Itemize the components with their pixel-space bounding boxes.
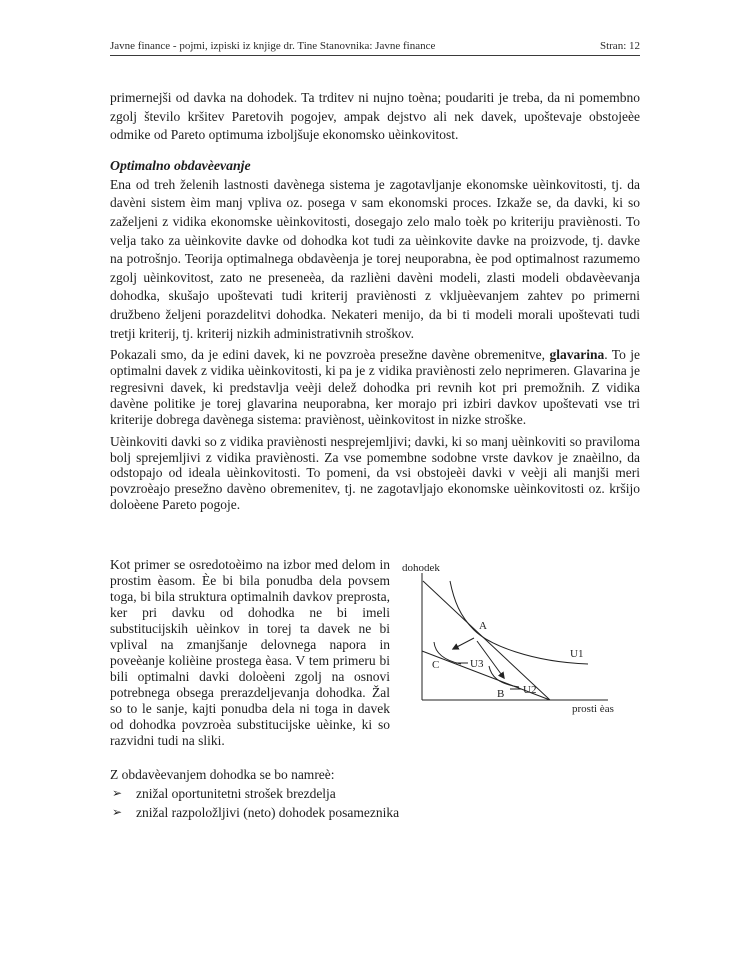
paragraph-optimal-taxation: Ena od treh želenih lastnosti davènega sistema je zagotavljanje ekonomske uèinkovitosti, tj. da davèni sistem èim manj vpliva oz. posega v sam ekonomski proces. Izkaže se, da davki, ki so zaželjeni z vidika ekonomske uèinkovitosti, dosegajo zelo malo toèk po kriteriju praviènosti. To velja tako za uèinkovite davke od dohodka kot tudi za uèinkovite davke na proizvode, tj. davke na potrošnjo. Teorija optimalnega obdavèenja je torej neuporabna, èe pod optimalnost razumemo zgolj uèinkovitost, zato ne preseneèa, da razlièni davèni modeli, zlasti modeli obdavèevanja dohodka, skušajo upoštevati tudi kriterij praviènosti z vkljuèevanjem zahtev po primerni družbeno željeni porazdelitvi dohodka. Nekateri menijo, da bi ti modeli morali upoštevati tudi tretji kriterij, tj. kriterij nizkih administrativnih stroškov. (110, 176, 640, 341)
arrow-bullet-icon: ➢ (112, 805, 123, 820)
glavarina-text-after: . To je optimalni davek z vidika uèinkovitosti, ki pa je z vidika praviènosti zelo neprimeren. Glavarina je regresivni davek, ki predstavlja veèji delež dohodka pri revnih kot pri premožnih. Z vidika davène politike je torej glavarina neuporabna, ker morajo pri izbiri davkov upoštevati vse tri kriterije dobrega davènega sistema: praviènost, uèinkovitost in nizke stroške. (110, 347, 640, 427)
list-intro: Z obdavèevanjem dohodka se bo namreè: (110, 767, 335, 783)
paragraph-efficient-taxes: Uèinkoviti davki so z vidika praviènosti nesprejemljivi; davki, ki so manj uèinkoviti so praviloma bolj sprejemljivi z vidika praviènosti. Za vse pomembne sodobne vrste davkov je znaèilno, da odstopajo od ideala uèinkovitosti. To pomeni, da vsi obstojeèi davki v veèji ali manjši meri povzroèajo presežno davèno obremenitev, tj. ne zagotavljajo ekonomske uèinkovitosti oz. kršijo doloèene Pareto pogoje. (110, 434, 640, 512)
example-paragraph-text: Kot primer se osredotoèimo na izbor med delom in prostim èasom. Èe bi bila ponudba dela povsem toga, bi bila struktura optimalnih davkov preprosta, ker pri davku od dohodka ne bi imeli substitucijskih uèinkov in torej ta davek ne bi vplival na zmanjšanje delovnega napora in poveèanje kolièine prostega èasa. V tem primeru bi bili optimalni davki doloèeni zgolj na osnovi potrebnega obsega prerazdeljevanja dohodka. Žal so to le sanje, kajti ponudba dela ni toga in davek od dohodka povzroèa substitucijske uèinke, ki so razvidni tudi na sliki. (110, 557, 390, 749)
section-heading: Optimalno obdavèevanje (110, 157, 251, 173)
header-title: Javne finance - pojmi, izpiski iz knjige dr. Tine Stanovnika: Javne finance (110, 40, 436, 52)
curve-u1-label: U1 (570, 648, 584, 661)
arrow-bullet-icon: ➢ (112, 786, 123, 801)
list-item-text: znižal razpoložljivi (neto) dohodek posameznika (136, 805, 400, 821)
paragraph-labor-leisure-example (110, 557, 640, 749)
glavarina-text-before: Pokazali smo, da je edini davek, ki ne povzroèa presežne davène obremenitve, (110, 347, 550, 363)
page-number: Stran: 12 (599, 40, 640, 52)
y-axis-label: dohodek (402, 562, 440, 575)
glavarina-bold-term: glavarina (549, 347, 605, 363)
budget-line-steep (423, 581, 550, 700)
x-axis-label: prosti èas (572, 703, 614, 716)
indifference-curve-u1 (450, 581, 588, 664)
labor-leisure-diagram (400, 560, 640, 728)
list-item (110, 803, 640, 822)
curve-u2-label: U2 (523, 684, 537, 697)
list-item (110, 784, 640, 803)
indifference-curve-u2 (489, 666, 519, 687)
indifference-curve-figure (400, 560, 640, 728)
page-header (110, 40, 640, 56)
point-a-label: A (479, 620, 487, 633)
list-item-text: znižal oportunitetni strošek brezdelja (136, 786, 336, 802)
curve-u3-label: U3 (470, 658, 484, 671)
paragraph-glavarina (110, 347, 640, 428)
point-b-label: B (497, 688, 505, 701)
point-c-label: C (432, 659, 440, 672)
arrow-a-to-c (453, 638, 474, 649)
paragraph-intro: primernejši od davka na dohodek. Ta trditev ni nujno toèna; poudariti je treba, da ni pomembno zgolj število kršitev Paretovih pogojev, ampak dejstvo ali nek davek, upoštevaje obstojeèe odmike od Pareto optimuma izboljšuje ekonomsko uèinkovitost. (110, 90, 640, 143)
